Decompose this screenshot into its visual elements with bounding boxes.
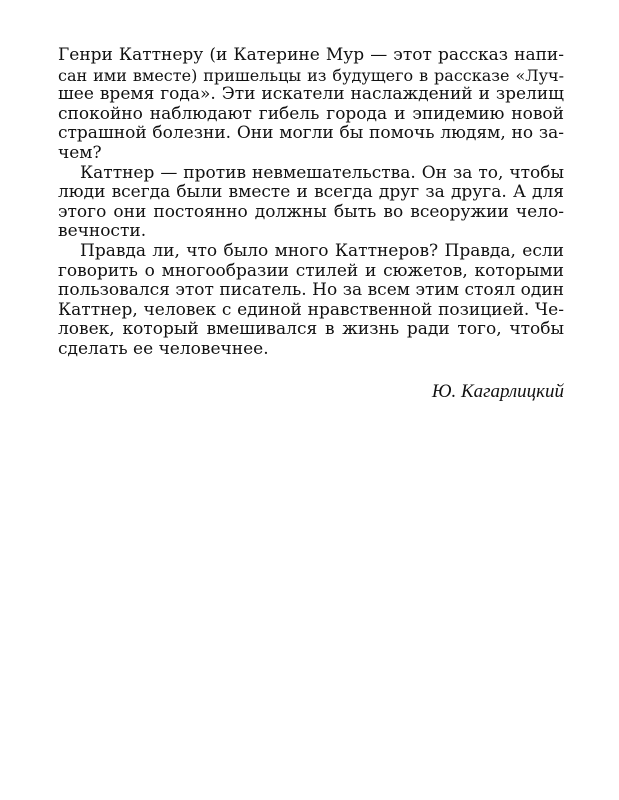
text-line: спокойно наблюдают гибель города и эпидемию новой [58,103,564,124]
text-line: говорить о многообразии стилей и сюжетов, которыми [58,260,564,281]
author-signature: Ю. Кагарлицкий [431,381,564,402]
text-line: пользовался этот писатель. Но за всем этим стоял один [58,280,564,301]
text-line: Генри Каттнеру (и Катерине Мур — этот рассказ напи- [58,45,564,65]
text-line: сделать ее человечнее. [58,338,269,359]
text-line: сан ими вместе) пришельцы из будущего в рассказе «Луч- [58,65,564,85]
text-line: чем? [58,142,102,163]
text-line: вечности. [58,221,147,242]
text-line: люди всегда были вместе и всегда друг за друга. А для [58,182,564,203]
text-line: Каттнер — против невмешательства. Он за то, чтобы [80,162,564,183]
text-line: шее время года». Эти искатели наслаждений и зрелищ [58,84,564,105]
article-text [58,46,564,360]
text-line: страшной болезни. Они могли бы помочь людям, но за- [58,123,564,144]
text-line: Каттнер, человек с единой нравственной позицией. Че- [58,299,564,320]
text-line: ловек, который вмешивался в жизнь ради того, чтобы [58,319,564,340]
text-line: этого они постоянно должны быть во всеоружии чело- [58,201,564,222]
text-line: Правда ли, что было много Каттнеров? Правда, если [80,240,564,261]
